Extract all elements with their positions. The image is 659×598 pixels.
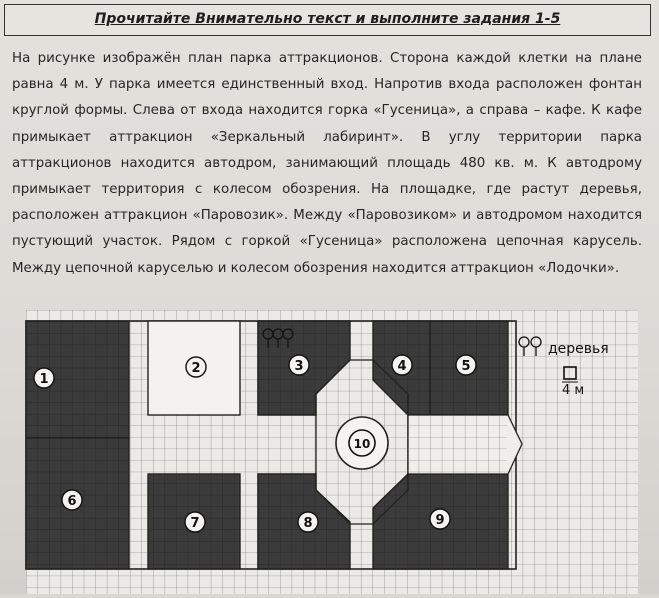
label-2: 2 <box>191 361 201 376</box>
label-10: 10 <box>353 437 371 451</box>
trees-legend-label: деревья <box>548 341 609 357</box>
label-8: 8 <box>303 516 313 531</box>
park-plan <box>0 300 659 598</box>
header-box <box>4 4 651 36</box>
label-4: 4 <box>397 359 407 374</box>
label-1: 1 <box>39 372 49 387</box>
scale-label: 4 м <box>562 383 585 398</box>
label-5: 5 <box>461 359 471 374</box>
entrance-path-grid <box>409 416 507 473</box>
label-6: 6 <box>67 494 77 509</box>
label-7: 7 <box>190 516 200 531</box>
label-9: 9 <box>435 513 445 528</box>
task-text-block <box>12 46 642 282</box>
label-3: 3 <box>294 359 304 374</box>
header-title: Прочитайте Внимательно текст и выполните задания 1-5 <box>94 11 561 27</box>
task-paragraph: На рисунке изображён план парка аттракционов. Сторона каждой клетки на плане равна 4 м. У парка имеется единственный вход. Напротив входа расположен фонтан круглой формы. Слева от входа находится горка «Гусеница», а справа – кафе. К кафе примыкает аттракцион «Зеркальный лабиринт». В углу территории парка аттракционов находится автодром, занимающий площадь 480 кв. м. К автодрому примыкает территория с колесом обозрения. На площадке, где растут деревья, расположен аттракцион «Паровозик». Между «Паровозиком» и автодромом находится пустующий участок. Рядом с горкой «Гусеница» расположена цепочная карусель. Между цепочной каруселью и колесом обозрения находится аттракцион «Лодочки». <box>12 51 642 276</box>
